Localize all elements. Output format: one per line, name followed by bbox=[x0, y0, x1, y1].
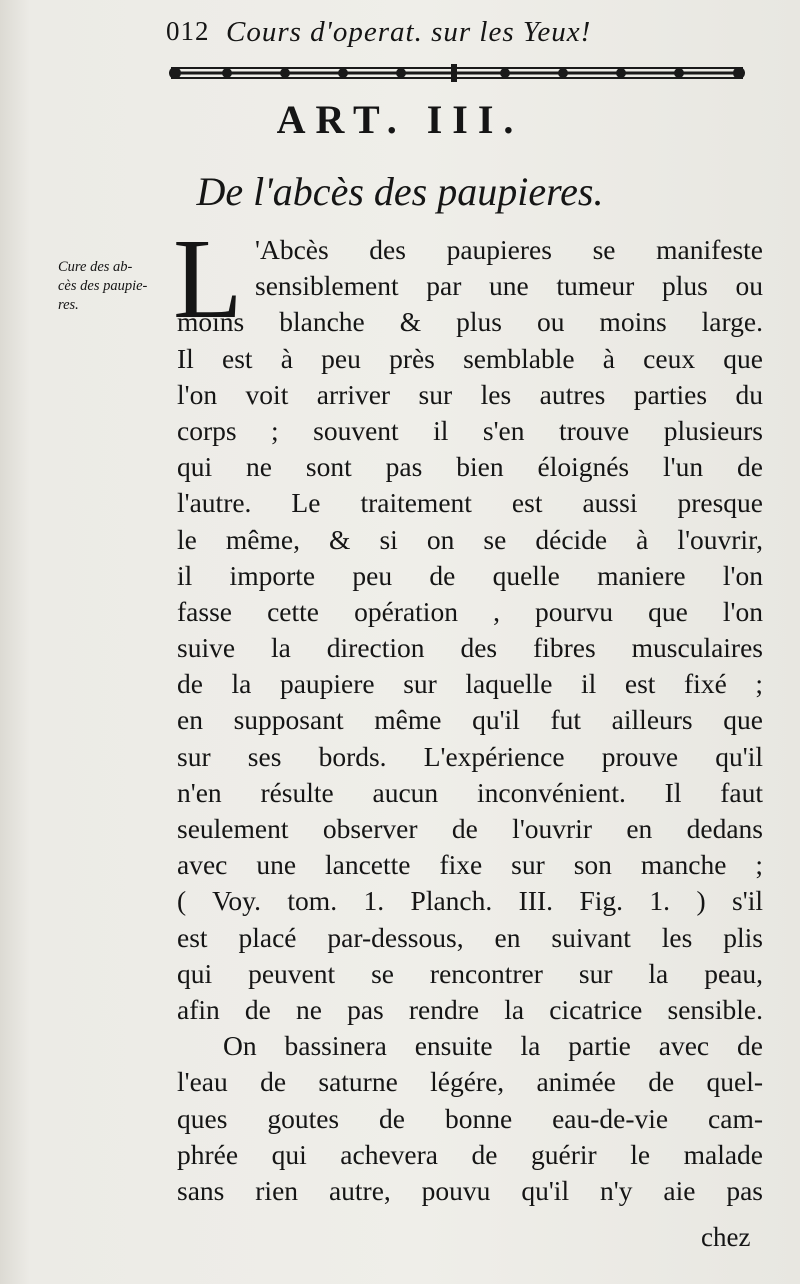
ornament-rule bbox=[165, 62, 749, 84]
body-text bbox=[177, 232, 763, 1209]
text-line: qui ne sont pas bien éloignés l'un de bbox=[177, 451, 763, 483]
text-line: sans rien autre, pouvu qu'il n'y aie pas bbox=[177, 1174, 763, 1206]
margin-note-line: cès des paupie- bbox=[58, 278, 148, 294]
text-line: 'Abcès des paupieres se manifeste bbox=[255, 234, 763, 265]
text-line: suive la direction des fibres musculaires bbox=[177, 632, 763, 664]
text-line: n'en résulte aucun inconvénient. Il faut bbox=[177, 776, 763, 808]
text-line: est placé par-dessous, en suivant les plis bbox=[177, 921, 763, 953]
text-line: l'on voit arriver sur les autres parties du bbox=[177, 378, 763, 410]
margin-note-line: res. bbox=[58, 297, 79, 313]
margin-note-line: Cure des ab- bbox=[58, 259, 133, 275]
text-line: sensiblement par une tumeur plus ou bbox=[255, 270, 763, 302]
text-line: ( Voy. tom. 1. Planch. III. Fig. 1. ) s'il bbox=[177, 885, 763, 917]
text-line: phrée qui achevera de guérir le malade bbox=[177, 1138, 763, 1170]
article-title: De l'abcès des paupieres. bbox=[196, 169, 604, 214]
paragraph-2 bbox=[177, 1028, 763, 1209]
catchword: chez bbox=[701, 1222, 751, 1252]
text-line: l'autre. Le traitement est aussi presque bbox=[177, 487, 763, 519]
text-line: On bassinera ensuite la partie avec de bbox=[223, 1030, 763, 1062]
paragraph-1 bbox=[177, 232, 763, 1028]
text-line: seulement observer de l'ouvrir en dedans bbox=[177, 813, 763, 844]
running-title: Cours d'operat. sur les Yeux! bbox=[226, 16, 592, 48]
text-line: corps ; souvent il s'en trouve plusieurs bbox=[177, 414, 763, 446]
text-line: il importe peu de quelle maniere l'on bbox=[177, 559, 763, 591]
text-line: de la paupiere sur laquelle il est fixé ; bbox=[177, 668, 763, 700]
article-number: ART. III. bbox=[276, 97, 524, 142]
running-header bbox=[162, 14, 762, 54]
text-line: en supposant même qu'il fut ailleurs que bbox=[177, 704, 763, 736]
text-line: moins blanche & plus ou moins large. bbox=[177, 306, 763, 338]
margin-note bbox=[58, 258, 170, 315]
text-line: afin de ne pas rendre la cicatrice sensible. bbox=[177, 993, 763, 1025]
drop-cap: L bbox=[173, 215, 243, 342]
text-line: le même, & si on se décide à l'ouvrir, bbox=[177, 523, 763, 555]
text-line: Il est à peu près semblable à ceux que bbox=[177, 342, 763, 374]
text-line: avec une lancette fixe sur son manche ; bbox=[177, 849, 763, 881]
text-line: l'eau de saturne légére, animée de quel- bbox=[177, 1066, 763, 1098]
text-line: ques goutes de bonne eau-de-vie cam- bbox=[177, 1102, 763, 1134]
page-number: 012 bbox=[166, 16, 210, 46]
text-line: fasse cette opération , pourvu que l'on bbox=[177, 595, 763, 627]
text-line: qui peuvent se rencontrer sur la peau, bbox=[177, 957, 763, 989]
text-line: sur ses bords. L'expérience prouve qu'il bbox=[177, 740, 763, 772]
